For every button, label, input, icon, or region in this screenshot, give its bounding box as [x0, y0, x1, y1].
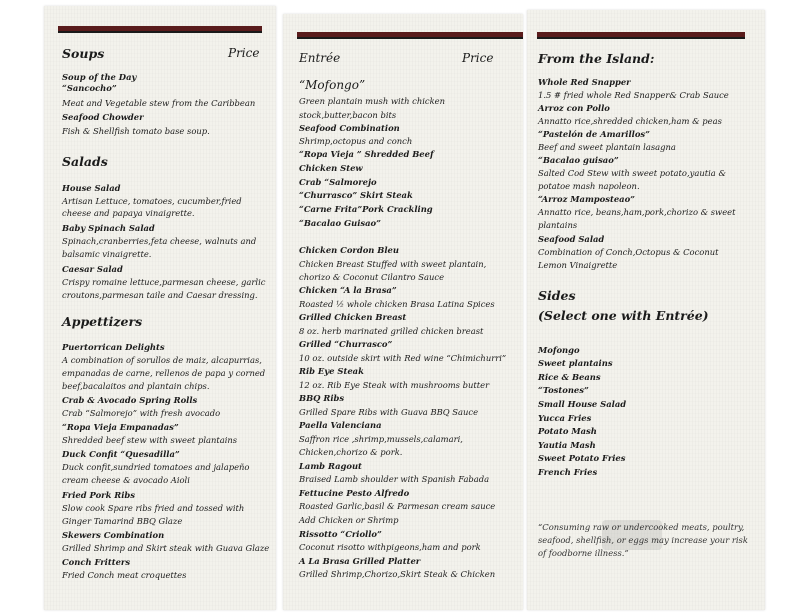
appetizers-heading: Appettizers — [62, 314, 143, 329]
side-item: Rice & Beans — [538, 372, 601, 382]
side-item: Small House Salad — [538, 399, 627, 409]
menu-item-desc: 10 oz. outside skirt with Red wine “Chimichurri” — [299, 353, 507, 363]
menu-item-desc: cream cheese & avocado Aioli — [62, 475, 190, 485]
menu-item-desc: Saffron rice ,shrimp,mussels,calamari, — [299, 434, 463, 444]
entree-heading: Entrée — [299, 51, 341, 65]
menu-item-name: Arroz con Pollo — [538, 103, 610, 113]
side-item: Sweet Potato Fries — [538, 453, 626, 463]
menu-item-desc: 1.5 # fried whole Red Snapper& Crab Sauce — [538, 90, 729, 100]
menu-item-desc: Salted Cod Stew with sweet potato,yautia & — [538, 168, 726, 178]
price-heading: Price — [462, 51, 494, 65]
advisory-note: “Consuming raw or undercooked meats, poultry, — [538, 522, 745, 532]
menu-item-name: Rib Eye Steak — [299, 366, 364, 376]
menu-item-desc: Roasted ½ whole chicken Brasa Latina Spices — [299, 299, 495, 309]
menu-item-name: Chicken “A la Brasa” — [299, 285, 397, 295]
menu-item-desc: Crispy romaine lettuce,parmesan cheese, garlic — [62, 277, 266, 287]
menu-item-desc: Meat and Vegetable stew from the Caribbean — [62, 98, 256, 108]
menu-item-name: Lamb Ragout — [299, 461, 362, 471]
menu-item-name: Chicken Cordon Bleu — [299, 245, 399, 255]
menu-item-desc: Crab “Salmorejo” with fresh avocado — [62, 408, 221, 418]
menu-item-desc: empanadas de carne, rellenos de papa y corned — [62, 368, 266, 378]
advisory-note: seafood, shellfish, or eggs may increase your risk — [538, 535, 748, 545]
menu-item-desc: 8 oz. herb marinated grilled chicken breast — [299, 326, 484, 336]
menu-item-name: “Sancocho” — [62, 83, 117, 93]
menu-item-name: Puertorrican Delights — [62, 342, 165, 352]
menu-item-desc: potatoe mash napoleon. — [538, 181, 640, 191]
menu-item-name: Rissotto “Criollo” — [299, 529, 382, 539]
menu-item-name: Fettucine Pesto Alfredo — [299, 488, 410, 498]
sides-subheading: (Select one with Entrée) — [538, 308, 709, 323]
side-item: Yucca Fries — [538, 413, 592, 423]
menu-item-name: Seafood Chowder — [62, 112, 144, 122]
menu-item-name: Crab & Avocado Spring Rolls — [62, 395, 198, 405]
menu-item-name: Seafood Combination — [299, 123, 400, 133]
menu-item-desc: Fish & Shellfish tomato base soup. — [62, 126, 210, 136]
menu-item-desc: Braised Lamb shoulder with Spanish Fabada — [299, 474, 490, 484]
menu-item-desc: Shrimp,octopus and conch — [299, 136, 413, 146]
menu-item-desc: Annatto rice,shredded chicken,ham & peas — [538, 116, 722, 126]
menu-item-name: Whole Red Snapper — [538, 77, 631, 87]
side-item: “Tostones” — [538, 385, 589, 395]
menu-item-name: Conch Fritters — [62, 557, 131, 567]
menu-item-desc: Grilled Spare Ribs with Guava BBQ Sauce — [299, 407, 479, 417]
menu-item-name: “Bacalao guisao” — [538, 155, 619, 165]
menu-item-name: Grilled “Churrasco” — [299, 339, 393, 349]
menu-item-desc: stock,butter,bacon bits — [299, 110, 397, 120]
menu-item-desc: Combination of Conch,Octopus & Coconut — [538, 247, 719, 257]
menu-item-desc: Chicken Breast Stuffed with sweet plantain, — [299, 259, 487, 269]
menu-item-desc: Slow cook Spare ribs fried and tossed with — [62, 503, 245, 513]
menu-panel-right — [527, 10, 765, 610]
menu-item-name: “Ropa Vieja ” Shredded Beef — [299, 149, 434, 159]
menu-item-desc: Fried Conch meat croquettes — [62, 570, 187, 580]
side-item: Sweet plantains — [538, 358, 613, 368]
menu-item-desc: Spinach,cranberries,feta cheese, walnuts and — [62, 236, 257, 246]
menu-item-desc: Grilled Shrimp and Skirt steak with Guava Glaze — [62, 543, 270, 553]
menu-item-name: Grilled Chicken Breast — [299, 312, 407, 322]
menu-item-desc: Lemon Vinaigrette — [538, 260, 618, 270]
menu-item-name: Fried Pork Ribs — [62, 490, 135, 500]
menu-item-desc: Grilled Shrimp,Chorizo,Skirt Steak & Chicken — [299, 569, 496, 579]
salads-heading: Salads — [62, 154, 108, 169]
top-rule — [58, 26, 262, 33]
menu-item-name: “Carne Frita”Pork Crackling — [299, 204, 433, 214]
menu-item-name: BBQ Ribs — [299, 393, 345, 403]
menu-item-desc: beef,bacalaitos and plantain chips. — [62, 381, 210, 391]
menu-item-name: “Bacalao Guisao” — [299, 218, 381, 228]
menu-item-desc: Artisan Lettuce, tomatoes, cucumber,fried — [62, 196, 242, 206]
menu-item-name: Skewers Combination — [62, 530, 165, 540]
top-rule — [297, 32, 523, 39]
menu-item-name: “Churrasco” Skirt Steak — [299, 190, 413, 200]
menu-item-name: Chicken Stew — [299, 163, 363, 173]
side-item: Mofongo — [538, 345, 580, 355]
menu-item-name: Duck Confit “Quesadilla” — [62, 449, 180, 459]
menu-panel-center — [283, 14, 523, 610]
menu-item-desc: chorizo & Coconut Cilantro Sauce — [299, 272, 445, 282]
menu-panel-left — [44, 6, 276, 610]
top-rule — [537, 32, 745, 39]
menu-item-desc: cheese and papaya vinaigrette. — [62, 208, 195, 218]
menu-item-name: Soup of the Day — [62, 72, 137, 82]
menu-item-desc: A combination of sorullos de maiz, alcapurrias, — [62, 355, 262, 365]
island-heading: From the Island: — [538, 51, 655, 66]
menu-item-desc: Coconut risotto withpigeons,ham and pork — [299, 542, 481, 552]
menu-item-name: “Ropa Vieja Empanadas” — [62, 422, 179, 432]
side-item: Potato Mash — [538, 426, 597, 436]
menu-item-name: House Salad — [62, 183, 121, 193]
menu-item-desc: croutons,parmesan taile and Caesar dressing. — [62, 290, 258, 300]
menu-item-name: Baby Spinach Salad — [62, 223, 155, 233]
menu-item-name: Seafood Salad — [538, 234, 605, 244]
menu-item-name: A La Brasa Grilled Platter — [299, 556, 421, 566]
menu-item-name: “Pastelón de Amarillos” — [538, 129, 650, 139]
menu-item-desc: Ginger Tamarind BBQ Glaze — [62, 516, 183, 526]
menu-item-desc: Roasted Garlic,basil & Parmesan cream sauce — [299, 501, 496, 511]
menu-item-desc: Beef and sweet plantain lasagna — [538, 142, 676, 152]
menu-item-desc: Shredded beef stew with sweet plantains — [62, 435, 238, 445]
advisory-note: of foodborne illness.” — [538, 548, 629, 558]
menu-item-desc: Duck confit,sundried tomatoes and jalapeño — [62, 462, 250, 472]
menu-item-desc: Chicken,chorizo & pork. — [299, 447, 403, 457]
price-heading: Price — [228, 46, 260, 60]
menu-item-name: Crab “Salmorejo — [299, 177, 377, 187]
menu-item-desc: Add Chicken or Shrimp — [299, 515, 399, 525]
mofongo-heading: “Mofongo” — [299, 78, 366, 92]
menu-item-desc: plantains — [538, 220, 578, 230]
menu-item-name: Caesar Salad — [62, 264, 123, 274]
menu-item-desc: Green plantain mush with chicken — [299, 96, 446, 106]
menu-item-desc: 12 oz. Rib Eye Steak with mushrooms butter — [299, 380, 490, 390]
side-item: French Fries — [538, 467, 598, 477]
menu-item-desc: balsamic vinaigrette. — [62, 249, 152, 259]
menu-item-name: “Arroz Mamposteao” — [538, 194, 635, 204]
soups-heading: Soups — [62, 46, 105, 61]
side-item: Yautia Mash — [538, 440, 596, 450]
menu-item-desc: Annatto rice, beans,ham,pork,chorizo & sweet — [538, 207, 736, 217]
menu-item-name: Paella Valenciana — [299, 420, 382, 430]
sides-heading: Sides — [538, 288, 576, 303]
